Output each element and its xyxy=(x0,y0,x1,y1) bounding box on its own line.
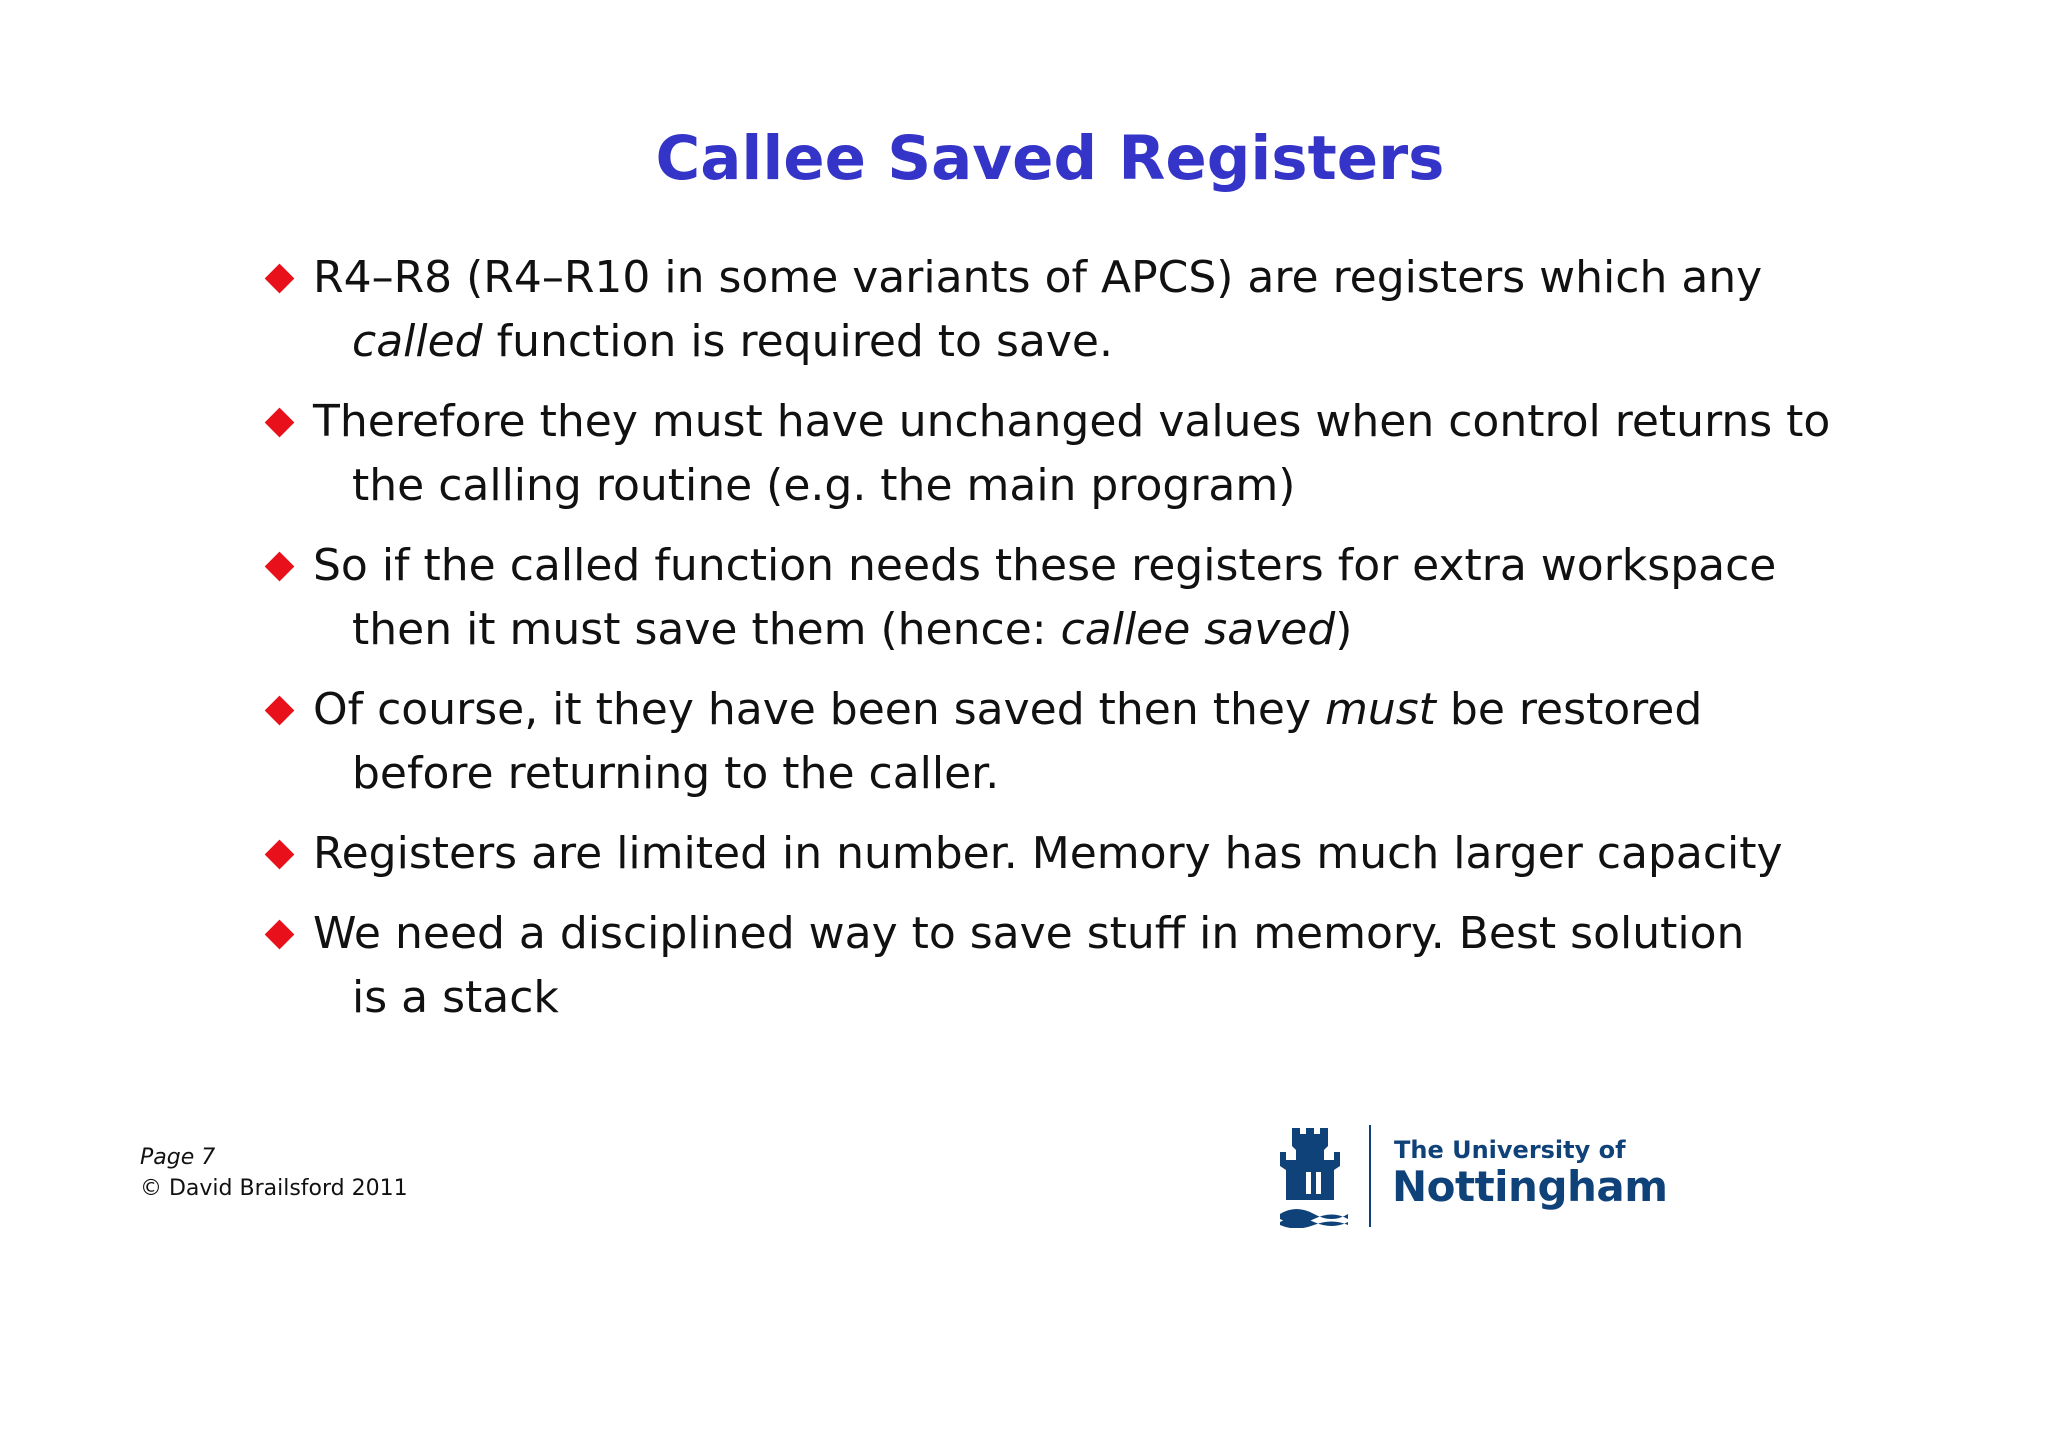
bullet-text: be restored xyxy=(1435,684,1703,735)
bullet-line xyxy=(313,742,1816,806)
bullet-line xyxy=(313,598,1816,662)
bullet-line xyxy=(313,966,1816,1030)
bullet-text: function is required to save. xyxy=(482,316,1113,367)
bullet-line xyxy=(313,310,1816,374)
bullet-list xyxy=(266,246,1831,1046)
bullet-text: So if the called function needs these registers for extra workspace xyxy=(313,540,1777,591)
emphasis-text: called xyxy=(352,316,483,367)
bullet-text: Therefore they must have unchanged values when control returns to xyxy=(313,396,1831,447)
diamond-bullet-icon xyxy=(265,920,295,950)
logo-text-nottingham: Nottingham xyxy=(1392,1162,1668,1211)
diamond-bullet-icon xyxy=(265,696,295,726)
castle-crest-icon xyxy=(1278,1122,1350,1228)
bullet-line xyxy=(313,902,1816,966)
logo-text-university: The University of xyxy=(1394,1136,1626,1164)
footer xyxy=(140,1142,408,1204)
bullet-text: R4–R8 (R4–R10 in some variants of APCS) are registers which any xyxy=(313,252,1763,303)
bullet-line xyxy=(313,454,1816,518)
bullet-text: We need a disciplined way to save stuff in memory. Best solution xyxy=(313,908,1745,959)
diamond-bullet-icon xyxy=(265,552,295,582)
bullet-item xyxy=(266,390,1831,518)
bullet-text: ) xyxy=(1335,604,1353,655)
emphasis-text: must xyxy=(1324,684,1436,735)
bullet-line xyxy=(313,390,1831,454)
bullet-line xyxy=(313,678,1816,742)
bullet-text: Of course, it they have been saved then they xyxy=(313,684,1325,735)
bullet-line xyxy=(313,246,1816,310)
bullet-text: Registers are limited in number. Memory has much larger capacity xyxy=(313,828,1783,879)
bullet-item xyxy=(266,534,1816,662)
bullet-line xyxy=(313,822,1816,886)
diamond-bullet-icon xyxy=(265,408,295,438)
slide-title: Callee Saved Registers xyxy=(655,123,1445,194)
logo-divider xyxy=(1369,1125,1371,1227)
page-number: Page 7 xyxy=(140,1145,216,1170)
diamond-bullet-icon xyxy=(265,264,295,294)
bullet-text: is a stack xyxy=(352,972,559,1023)
diamond-bullet-icon xyxy=(265,840,295,870)
emphasis-text: callee saved xyxy=(1060,604,1336,655)
bullet-item xyxy=(266,678,1816,806)
bullet-item xyxy=(266,822,1816,886)
bullet-item xyxy=(266,246,1816,374)
bullet-item xyxy=(266,902,1816,1030)
university-logo xyxy=(1278,1122,1668,1228)
bullet-text: then it must save them (hence: xyxy=(352,604,1061,655)
bullet-text: the calling routine (e.g. the main program) xyxy=(352,460,1296,511)
copyright-notice: © David Brailsford 2011 xyxy=(140,1176,408,1201)
bullet-line xyxy=(313,534,1816,598)
bullet-text: before returning to the caller. xyxy=(352,748,1000,799)
